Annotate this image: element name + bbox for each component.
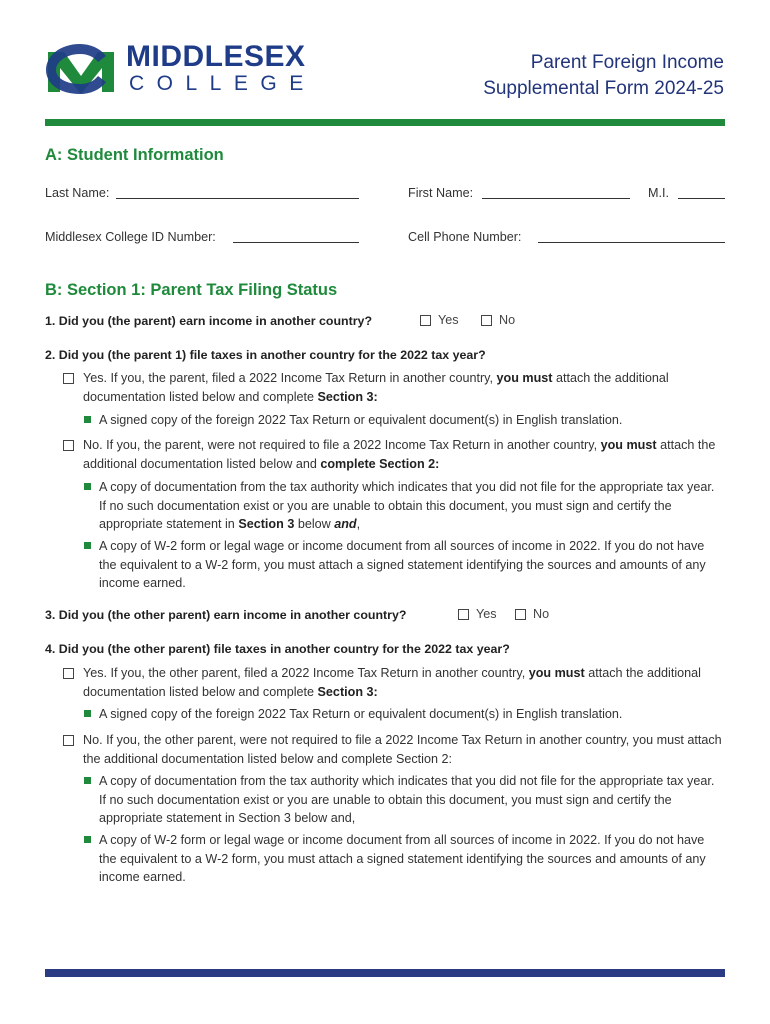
bullet-square-icon [84,416,91,423]
first-name-field[interactable] [408,186,473,200]
college-id-field[interactable] [45,230,216,244]
mi-line[interactable] [678,198,725,199]
cell-phone-field[interactable] [408,230,521,244]
q2-no-checkbox[interactable] [63,440,74,451]
cell-phone-line[interactable] [538,242,725,243]
q3-no-option[interactable] [515,607,549,621]
q3-yes-option[interactable] [458,607,497,621]
q4-yes-text-b: you must [528,666,585,680]
q1-no-label: No [499,313,516,327]
q2-no-bullet-1-c: below [297,517,331,531]
q3-no-label: No [533,607,550,621]
bullet-square-icon [84,777,91,784]
section-a-heading: A: Student Information [45,146,224,164]
question-3: 3. Did you (the other parent) earn income in another country? [45,608,407,622]
logo-wordmark-bottom: COLLEGE [129,72,316,95]
q2-yes-text-b: you must [496,371,553,385]
q4-yes-text [83,664,725,701]
q4-yes-checkbox[interactable] [63,668,74,679]
bullet-square-icon [84,483,91,490]
bullet-square-icon [84,836,91,843]
header-divider [45,119,725,126]
q2-no-bullet-1-d: and [334,517,357,531]
q2-no-bullet-1 [99,478,724,534]
q2-no-text [83,436,725,473]
cell-phone-label: Cell Phone Number: [408,230,522,244]
q4-no-bullet-2: A copy of W-2 form or legal wage or income document from all sources of income in 2022. If you do not have the equivalent to a W-2 form, you must attach a signed statement identifying the sources and amounts of any income earned. [99,833,706,884]
q2-yes-text [83,369,725,406]
question-2: 2. Did you (the parent 1) file taxes in another country for the 2022 tax year? [45,348,486,362]
q4-no-text: No. If you, the other parent, were not required to file a 2022 Income Tax Return in another country, you must attach the additional documentation listed below and complete Section 2: [83,733,722,766]
q4-yes-text-a: Yes. If you, the other parent, filed a 2022 Income Tax Return in another country, [83,666,526,680]
q2-no-bullet-1-b: Section 3 [238,517,295,531]
last-name-field[interactable] [45,186,109,200]
q3-yes-label: Yes [476,607,497,621]
q2-no-bullet-1-e: , [356,517,361,531]
footer-divider [45,969,725,977]
q2-no-text-d: complete Section 2: [320,456,440,471]
first-name-label: First Name: [408,186,474,200]
mi-field[interactable] [648,186,669,200]
q1-yes-label: Yes [438,313,459,327]
section-b-heading: B: Section 1: Parent Tax Filing Status [45,281,338,299]
q2-yes-checkbox[interactable] [63,373,74,384]
q2-no-text-a: No. If you, the parent, were not required to file a 2022 Income Tax Return in another country, [83,438,598,452]
mi-label: M.I. [648,186,669,200]
q2-no-text-c: attach the additional documentation listed below and [83,438,716,471]
form-title-line2: Supplemental Form 2024-25 [483,78,724,99]
question-1: 1. Did you (the parent) earn income in another country? [45,314,373,328]
bullet-square-icon [84,710,91,717]
q2-yes-text-c: attach the additional documentation listed below and complete [83,371,669,404]
q1-no-checkbox[interactable] [481,315,492,326]
college-logo [42,42,120,96]
first-name-line[interactable] [482,198,630,199]
q4-yes-text-d: Section 3: [317,684,378,699]
form-title-line1: Parent Foreign Income [530,52,724,73]
logo-wordmark-top: MIDDLESEX [126,40,306,73]
q4-yes-bullet: A signed copy of the foreign 2022 Tax Return or equivalent document(s) in English translation. [99,707,623,721]
q2-no-bullet-1-a: A copy of documentation from the tax authority which indicates that you did not file for the appropriate tax year. If no such documentation exist or you are unable to obtain this document, you must sign and certify the appropriate statement in [99,480,715,531]
question-4: 4. Did you (the other parent) file taxes in another country for the 2022 tax year? [45,642,510,656]
q4-no-bullet-1: A copy of documentation from the tax authority which indicates that you did not file for the appropriate tax year. If no such documentation exist or you are unable to obtain this document, you must sign and certify the appropriate statement in Section 3 below and, [99,774,715,825]
college-id-line[interactable] [233,242,359,243]
q1-yes-option[interactable] [420,313,459,327]
q2-yes-text-a: Yes. If you, the parent, filed a 2022 Income Tax Return in another country, [83,371,494,385]
q2-no-bullet-2: A copy of W-2 form or legal wage or income document from all sources of income in 2022. If you do not have the equivalent to a W-2 form, you must attach a signed statement identifying the sources and amounts of any income earned. [99,539,706,590]
form-title [483,50,724,102]
q4-no-checkbox[interactable] [63,735,74,746]
bullet-square-icon [84,542,91,549]
last-name-label: Last Name: [45,186,110,200]
q3-no-checkbox[interactable] [515,609,526,620]
q2-yes-text-d: Section 3: [317,389,378,404]
college-id-label: Middlesex College ID Number: [45,230,216,244]
last-name-line[interactable] [116,198,359,199]
q1-yes-checkbox[interactable] [420,315,431,326]
q3-yes-checkbox[interactable] [458,609,469,620]
q1-no-option[interactable] [481,313,515,327]
q2-no-text-b: you must [600,438,657,452]
q2-yes-bullet: A signed copy of the foreign 2022 Tax Return or equivalent document(s) in English translation. [99,413,623,427]
q4-yes-text-c: attach the additional documentation listed below and complete [83,666,701,699]
